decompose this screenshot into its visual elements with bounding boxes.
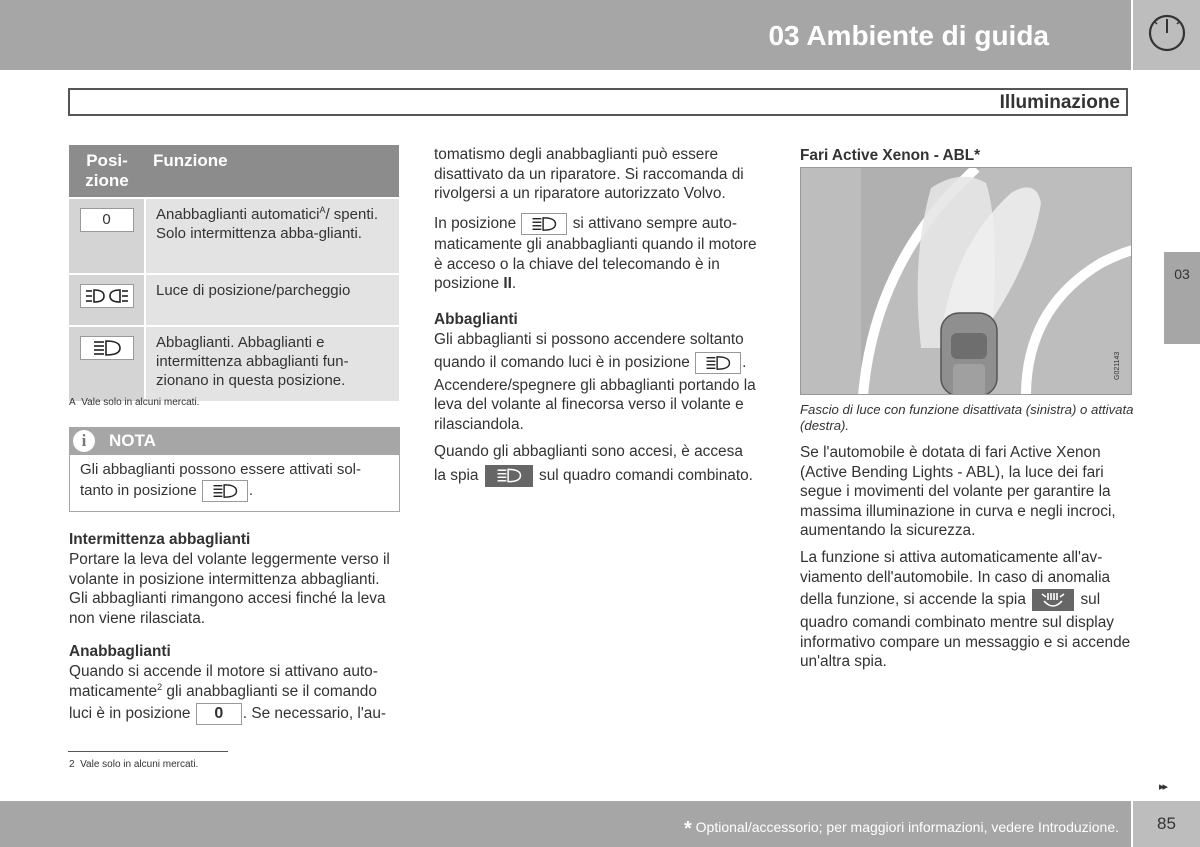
parking-light-icon [80, 284, 134, 308]
figure-caption: Fascio di luce con funzione disattivata (sinistra) o attivata (destra). [800, 402, 1134, 433]
footer-bar [0, 801, 1131, 847]
paragraph: La funzione si attiva automaticamente all'av-viamento dell'automobile. In caso di anomalia della funzione, si accende la spia sul quadro comandi combinato mentre sul display informativo compare un messaggio e si accende un'altra spia. [800, 549, 1131, 671]
page-number-box [1133, 801, 1200, 847]
abl-fault-indicator-icon [1032, 589, 1074, 611]
chapter-side-tab[interactable] [1164, 252, 1200, 344]
car-icon [941, 313, 997, 395]
section-heading: Abbaglianti [434, 311, 518, 328]
side-tab-label: 03 [1174, 266, 1190, 282]
figure-code: G021143 [1114, 351, 1121, 380]
high-beam-icon [202, 480, 248, 502]
info-icon: i [73, 430, 95, 452]
table-cell-function: Anabbaglianti automatici$^A$/ spenti. Solo intermittenza abba-glianti. [145, 198, 399, 274]
paragraph: Quando gli abbaglianti sono accesi, è accesa la spia sul quadro comandi combinato. [434, 442, 774, 490]
section-header [68, 88, 1128, 116]
table-header-function: Funzione [145, 145, 399, 198]
header-bar [0, 0, 1131, 70]
position-0-symbol: 0 [80, 208, 134, 232]
paragraph: In posizione si attivano sempre auto- maticamente gli anabbaglianti quando il motore è acceso o la chiave del telecomando è in posizione II. [434, 213, 768, 294]
paragraph: Gli abbaglianti si possono accendere soltanto quando il comando luci è in posizione . Accendere/spegnere gli abbaglianti portando la leva del volante al finecorsa verso il volante e rilasciandola. [434, 331, 756, 433]
table-cell-function: Abbaglianti. Abbaglianti e intermittenza abbaglianti fun-zionano in questa posizione. [145, 326, 399, 401]
gauge-icon [1147, 13, 1187, 53]
table-row [69, 198, 399, 274]
note-label: NOTA [109, 431, 156, 450]
note-header [69, 427, 400, 455]
chapter-icon-box [1133, 0, 1200, 70]
high-beam-icon [80, 336, 134, 360]
position-0-symbol: 0 [196, 703, 242, 725]
paragraph: tomatismo degli anabbaglianti può essere disattivato da un riparatore. Si raccomanda di rivolgersi a un riparatore autorizzato Volvo. [434, 146, 744, 203]
note-body: Gli abbaglianti possono essere attivati sol-tanto in posizione . [69, 455, 400, 512]
headlight-beam-illustration [800, 167, 1132, 395]
section-heading: Intermittenza abbaglianti [69, 531, 251, 548]
table-cell-function: Luce di posizione/parcheggio [145, 274, 399, 326]
table-footnote: A Vale solo in alcuni mercati. [69, 397, 200, 408]
section-heading: Fari Active Xenon - ABL* [800, 147, 981, 164]
chapter-title: 03 Ambiente di guida [768, 20, 1049, 51]
section-heading: Anabbaglianti [69, 643, 171, 660]
high-beam-icon [695, 352, 741, 374]
next-page-arrows-icon: ▸▸ [1159, 781, 1167, 793]
footnote-divider [68, 751, 228, 752]
table-row [69, 274, 399, 326]
paragraph: Portare la leva del volante leggermente verso il volante in posizione intermittenza abbaglianti. Gli abbaglianti rimangono accesi finché la leva non viene rilasciata. [69, 551, 390, 627]
table-row [69, 326, 399, 401]
footer-note: * Optional/accessorio; per maggiori informazioni, vedere Introduzione. [683, 818, 1119, 840]
paragraph: Quando si accende il motore si attivano auto-maticamente$^2$ gli anabbaglianti se il comando luci è in posizione 0 . Se necessario, l'au- [69, 662, 402, 727]
table-header-position: Posi- zione [69, 145, 145, 198]
page-number: 85 [1157, 814, 1176, 833]
page-footnote: 2 Vale solo in alcuni mercati. [69, 759, 199, 770]
paragraph: Se l'automobile è dotata di fari Active Xenon (Active Bending Lights - ABL), la luce dei fari segue i movimenti del volante per garantire la massima illuminazione in curva e negli incroci, aumentando la sicurezza. [800, 444, 1116, 540]
high-beam-indicator-icon [485, 465, 533, 487]
position-table [69, 145, 399, 401]
high-beam-icon [521, 213, 567, 235]
section-title: Illuminazione [999, 92, 1120, 113]
